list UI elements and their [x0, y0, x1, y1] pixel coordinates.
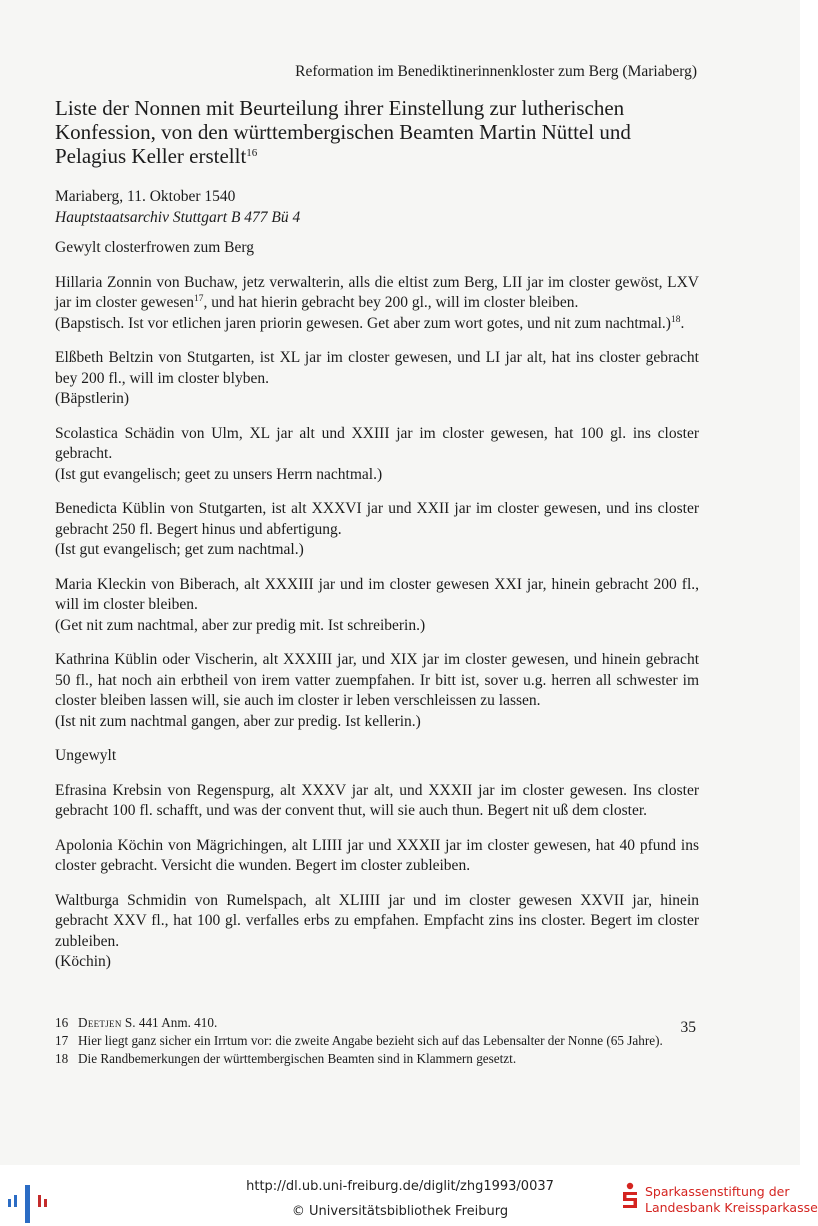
- sponsor-logo[interactable]: [620, 1182, 818, 1222]
- document-title: [55, 96, 695, 168]
- entry-elsbeth: Elßbeth Beltzin von Stutgarten, ist XL jar im closter gewesen, und LI jar alt, hat ins closter gebracht bey 200 fl., will im closter blyben.: [55, 349, 699, 387]
- entry-efrasina: Efrasina Krebsin von Regenspurg, alt XXXV jar alt, und XXXII jar im closter gewesen. Ins closter gebracht 100 fl. schafft, und was der convent thut, will sie auch thun. Begert nit uß dem closter.: [55, 781, 699, 819]
- entry-scolastica-note: (Ist gut evangelisch; geet zu unsers Herrn nachtmal.): [55, 465, 383, 483]
- footnote-number: 16: [55, 1015, 69, 1030]
- entry-maria-note: (Get nit zum nachtmal, aber zur predig mit. Ist schreiberin.): [55, 616, 426, 634]
- footnote-number: 17: [55, 1033, 69, 1048]
- sponsor-line-1: Sparkassenstiftung der: [645, 1184, 790, 1199]
- entry-benedicta: Benedicta Küblin von Stutgarten, ist alt XXXVI jar und XXII jar im closter gewesen, und ins closter gebracht 250 fl. Begert hinus und abfertigung.: [55, 500, 699, 538]
- entry-waltburga: Waltburga Schmidin von Rumelspach, alt XLIIII jar und im closter gewesen XXVII jar, hinein gebracht XXV fl., hat 100 gl. verfalles erbs zu empfahen. Empfacht zins ins closter. Begert im closter zubleiben.: [55, 891, 699, 950]
- viewer-footer: [0, 1165, 818, 1226]
- footnote-16: 16 Deetjen S. 441 Anm. 410.: [55, 1015, 218, 1030]
- entry-benedicta-note: (Ist gut evangelisch; get zum nachtmal.): [55, 541, 304, 558]
- running-head: Reformation im Benediktinerinnenkloster zum Berg (Mariaberg): [295, 63, 697, 80]
- entry-kathrina: Kathrina Küblin oder Vischerin, alt XXXIII jar, und XIX jar im closter gewesen, und hinein gebracht 50 fl., hat noch ain erbtheil von irem vatter zuempfahen. Ir bitt ist, sover u.g. herren all schwester im closter bleiben lassen will, sie auch im closter ir leben verschleissen zu lassen.: [55, 651, 699, 709]
- entry-scolastica: Scolastica Schädin von Ulm, XL jar alt und XXIII jar im closter gewesen, hat 100 gl. ins closter gebracht.: [55, 424, 699, 462]
- title-text: Liste der Nonnen mit Beurteilung ihrer Einstellung zur lutherischen Konfession, von den württembergischen Beamten Martin Nüttel und Pelagius Keller erstellt: [55, 96, 631, 168]
- document-body: [55, 187, 699, 973]
- entry-waltburga-note: (Köchin): [55, 953, 111, 970]
- archive-reference: Hauptstaatsarchiv Stuttgart B 477 Bü 4: [55, 208, 301, 226]
- section-heading-gewylt: Gewylt closterfrowen zum Berg: [55, 239, 255, 256]
- entry-hillaria-note: (Bapstisch. Ist vor etlichen jaren priorin gewesen. Get aber zum wort gotes, und nit zum nachtmal.)$^{18}$.: [55, 314, 685, 332]
- footnote-number: 18: [55, 1051, 69, 1066]
- footnote-ref-18[interactable]: 18: [670, 314, 681, 325]
- entry-kathrina-note: (Ist nit zum nachtmal gangen, aber zur predig. Ist kellerin.): [55, 712, 421, 730]
- entry-hillaria: Hillaria Zonnin von Buchaw, jetz verwalterin, alls die eltist zum Berg, LII jar im closter gewöst, LXV jar im closter gewesen$^{17}$, und hat hierin gebracht bey 200 gl., will im closter bleiben.: [55, 273, 699, 311]
- page-number: 35: [680, 1019, 696, 1036]
- document-url-link[interactable]: http://dl.ub.uni-freiburg.de/diglit/zhg1993/0037: [246, 1179, 554, 1194]
- entry-apolonia: Apolonia Köchin von Mägrichingen, alt LIIII jar und XXXII jar im closter gewesen, hat 40 pfund ins closter gebracht. Versicht die wunden. Begert im closter zubleiben.: [55, 836, 699, 874]
- footnote-author: Deetjen: [78, 1015, 122, 1030]
- place-date: Mariaberg, 11. Oktober 1540: [55, 188, 236, 205]
- entry-maria: Maria Kleckin von Biberach, alt XXXIII jar und im closter gewesen XXI jar, hinein gebracht 200 fl., will im closter bleiben.: [55, 575, 699, 613]
- footnotes: [55, 1014, 699, 1068]
- footnote-18: 18 Die Randbemerkungen der württembergischen Beamten sind in Klammern gesetzt.: [55, 1051, 517, 1066]
- footnote-ref-17[interactable]: 17: [194, 294, 204, 304]
- sparkasse-s-icon: [620, 1182, 640, 1212]
- section-heading-ungewylt: Ungewylt: [55, 747, 117, 764]
- footnote-17: 17 Hier liegt ganz sicher ein Irrtum vor: die zweite Angabe bezieht sich auf das Lebensalter der Nonne (65 Jahre).: [55, 1033, 663, 1048]
- sponsor-line-2: Landesbank Kreissparkasse: [645, 1200, 818, 1215]
- title-footnote-ref[interactable]: 16: [246, 147, 258, 159]
- entry-elsbeth-note: (Bäpstlerin): [55, 390, 130, 407]
- copyright-notice: © Universitätsbibliothek Freiburg: [291, 1204, 509, 1219]
